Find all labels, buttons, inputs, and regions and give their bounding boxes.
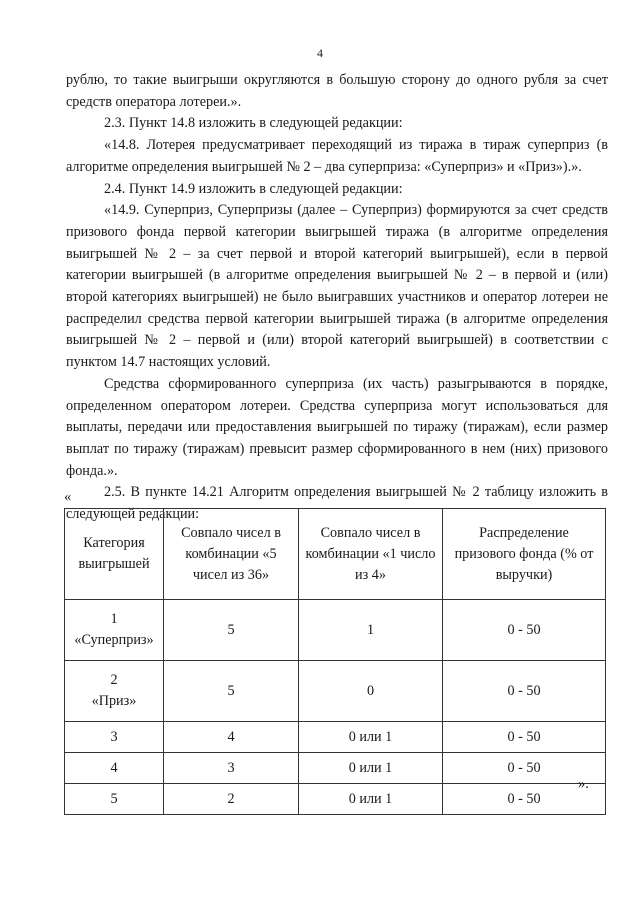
cell-category [65,661,164,722]
cell-extra-match: 0 или 1 [299,784,443,815]
category-number: 2 [110,672,118,688]
cell-category: 5 [65,784,164,815]
page-number: 4 [317,46,323,60]
table-open-quote: « [64,489,72,505]
cell-category: 3 [65,722,164,753]
table-row [65,600,606,661]
cell-category [65,600,164,661]
cell-fund-share: 0 - 50 [443,661,606,722]
cell-main-match: 5 [164,600,299,661]
table-row [65,784,606,815]
cell-main-match: 5 [164,661,299,722]
table-row [65,753,606,784]
cell-extra-match: 1 [299,600,443,661]
cell-fund-share: 0 - 50 [443,784,606,815]
category-name: «Приз» [91,693,137,709]
paragraph-superprize-funds: Средства сформированного суперприза (их часть) разыгрываются в порядке, определенном оператором лотереи. Средства суперприза могут использоваться для выплаты, передачи или предоставления выигрышей по тиражу (тиражам), если размер выплат по тиражу (тиражам) превысит размер сформированного в нем (них) призового фонда.». [66,375,608,479]
header-main-match: Совпало чисел в комбинации «5 чисел из 36» [164,509,299,600]
category-name: «Суперприз» [74,632,154,648]
paragraph-amendment-2-5: 2.5. В пункте 14.21 Алгоритм определения выигрышей № 2 таблицу изложить в следующей редакции: [66,484,608,523]
paragraph-clause-14-8: «14.8. Лотерея предусматривает переходящий из тиража в тираж суперприз (в алгоритме определения выигрышей № 2 – два суперприза: «Суперприз» и «Приз»).». [66,137,608,175]
cell-extra-match: 0 или 1 [299,753,443,784]
paragraph-amendment-2-3: 2.3. Пункт 14.8 изложить в следующей редакции: [104,115,403,132]
cell-main-match: 4 [164,722,299,753]
table-row [65,722,606,753]
document-body [66,70,608,526]
table-header-row [65,509,606,600]
cell-extra-match: 0 [299,661,443,722]
prize-distribution-table [64,508,606,815]
header-category: Категория выигрышей [65,509,164,600]
cell-category: 4 [65,753,164,784]
cell-extra-match: 0 или 1 [299,722,443,753]
table-row [65,661,606,722]
cell-main-match: 3 [164,753,299,784]
header-fund-share: Распределение призового фонда (% от выручки) [443,509,606,600]
cell-fund-share: 0 - 50 [443,600,606,661]
paragraph-continuation: рублю, то такие выигрыши округляются в большую сторону до одного рубля за счет средств оператора лотереи.». [66,72,608,110]
cell-main-match: 2 [164,784,299,815]
header-extra-match: Совпало чисел в комбинации «1 число из 4» [299,509,443,600]
cell-fund-share: 0 - 50 [443,753,606,784]
category-number: 1 [110,611,118,627]
paragraph-clause-14-9: «14.9. Суперприз, Суперпризы (далее – Суперприз) формируются за счет средств призового фонда первой категории выигрышей тиража (в алгоритме определения выигрышей № 2 – за счет первой и второй категорий выигрышей), если в первой категории выигрышей (в алгоритме определения выигрышей № 2 – в первой и (или) второй категориях выигрышей) не было выигравших участников и оператор лотереи не распределил средства первой категории выигрышей тиража (в алгоритме определения выигрышей № 2 – первой и (или) второй категорий выигрышей) в соответствии с пунктом 14.7 настоящих условий. [66,202,608,371]
table-close-quote: ». [578,776,589,792]
paragraph-amendment-2-4: 2.4. Пункт 14.9 изложить в следующей редакции: [104,180,403,197]
cell-fund-share: 0 - 50 [443,722,606,753]
